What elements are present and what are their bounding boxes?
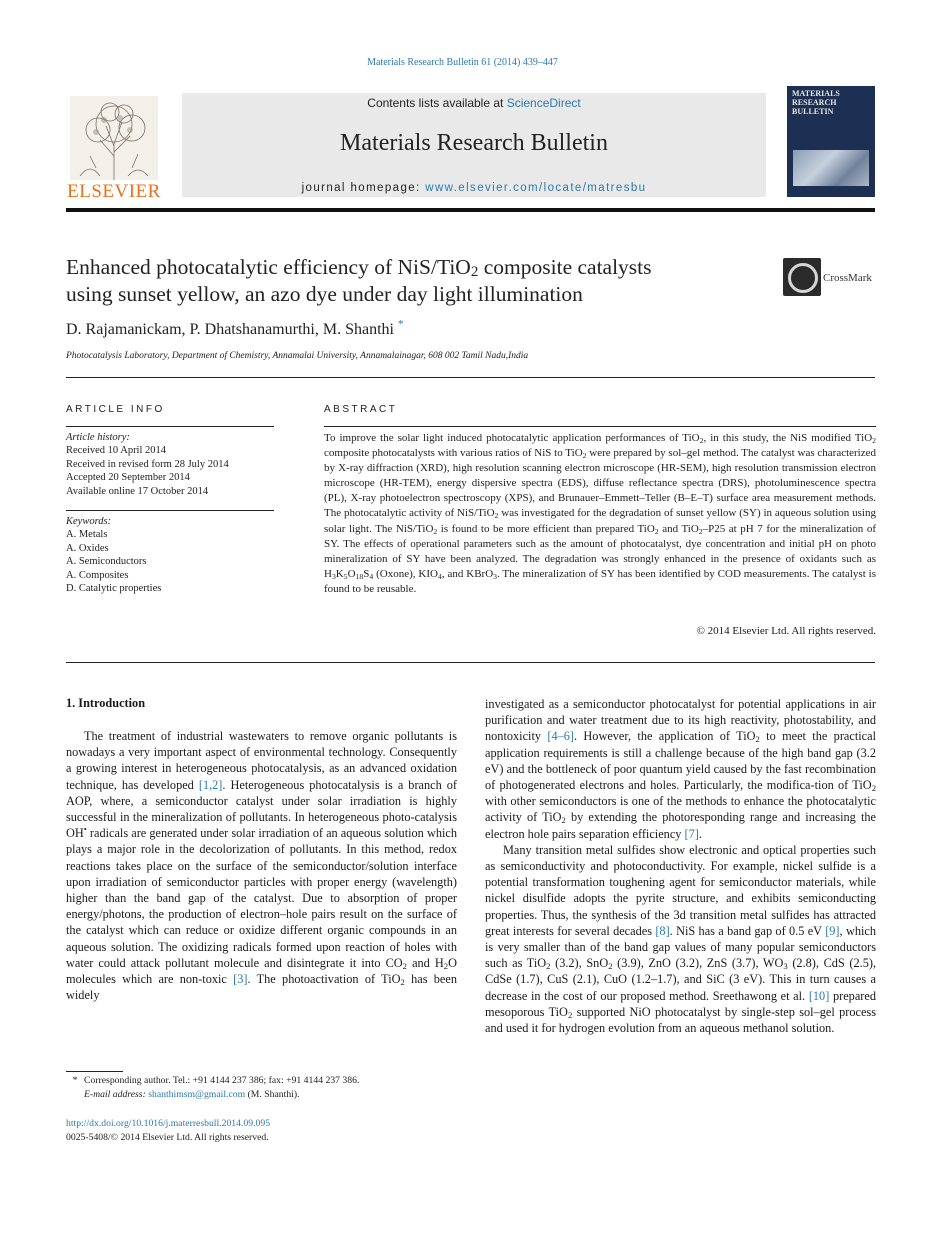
history-revised: Received in revised form 28 July 2014 bbox=[66, 458, 229, 470]
footnote-mark: * bbox=[72, 1075, 78, 1086]
article-info-rule bbox=[66, 426, 274, 427]
article-history bbox=[66, 431, 274, 498]
footnote bbox=[66, 1074, 466, 1101]
abstract-body: To improve the solar light induced photocatalytic application performances of TiO$_2$, in this study, the NiS modified TiO$_2$ composite photocatalysts with various ratios of NiS to TiO$_2$ were prepared by sol–gel method. The catalyst was characterized by X-ray diffraction (XRD), high resolution scanning electron microscope (HR-SEM), high resolution transmission electron microscope (HR-TEM), energy dispersive spectra (EDS), diffuse reflectance spectra (DRS), photoluminescence spectra (PL), X-ray photoelectron spectroscopy (XPS), and Brunauer–Emmett–Teller (B–E–T) surface area measurement methods. The photocatalytic activity of NiS/TiO$_2$ was investigated for the degradation of sunset yellow (SY) in aqueous solution using solar light. The NiS/TiO$_2$ is found to be more efficient than prepared TiO$_2$ and TiO$_2$–P25 at pH 7 for the mineralization of SY. The effects of operational parameters such as the amount of photocatalyst, dye concentration and initial pH on photo mineralization of SY have been analyzed. The degradation was strongly enhanced in the presence of oxidants such as $H_3K_5O_{18}S_4$ (Oxone), $KIO_4$, and KBrO$_3$. The mineralization of SY has been identified by COD measurements. The catalyst is found to be reusable. bbox=[324, 432, 877, 595]
keywords-label: Keywords: bbox=[66, 516, 112, 527]
contents-line bbox=[182, 96, 766, 110]
sciencedirect-link[interactable]: ScienceDirect bbox=[506, 96, 581, 110]
history-label: Article history: bbox=[66, 432, 130, 443]
ref-link[interactable]: [4–6] bbox=[547, 729, 574, 744]
elsevier-wordmark: ELSEVIER bbox=[67, 181, 161, 202]
journal-cover-image bbox=[793, 150, 869, 186]
keyword-item: A. Semiconductors bbox=[66, 556, 147, 568]
keyword-item: A. Composites bbox=[66, 569, 129, 581]
ref-link[interactable]: [9] bbox=[825, 923, 840, 938]
journal-name: Materials Research Bulletin bbox=[340, 130, 608, 156]
intro-right-column: investigated as a semiconductor photocatalyst for potential applications in air purification and water treatment due to its high reactivity, photostability, and nontoxicity [4–6]. However, the application of TiO$_2$ to meet the practical application requirements is still a challenge because of the high band gap (3.2 eV) and the bottleneck of poor quantum yield caused by the fast recombination of photogenerated electrons and holes. Particularly, the modifica-tion of TiO$_2$ with other semiconductors is one of the methods to enhance the photocatalytic activity of TiO$_2$ by extending the photoresponding range and increasing the electron hole pairs separation efficiency [7]. Many transition metal sulfides show electronic and optical properties such as semiconductivity and photoconductivity. For example, nickel sulfide is a potential transformation toughening agent for semiconductor materials, while nickel disulfide adopts the pyrite structure, and exhibits semiconducting properties. Thus, the synthesis of the 3d transition metal sulfides has attracted great interests for several decades [8]. NiS has a band gap of 0.5 eV [9], which is very smaller than of the band gap values of many popular semiconductors such as TiO$_2$ (3.2), SnO$_2$ (3.9), ZnO (3.2), ZnS (3.7), $WO_3$ (2.8), CdS (2.5), CdSe (1.7), CuS (2.1), CuO (1.2–1.7), and SiC (3 eV). This in turn causes a decrease in the cost of our proposed method. Sreethawong et al. [10] prepared mesoporous TiO$_2$ supported NiO photocatalyst by single-step sol–gel process and used it for hydrogen evolution from an aqueous methanol solution. bbox=[485, 697, 877, 1036]
crossmark-label[interactable]: CrossMark bbox=[823, 272, 872, 284]
abstract-copyright: © 2014 Elsevier Ltd. All rights reserved. bbox=[696, 625, 876, 637]
title-part-1: Enhanced photocatalytic efficiency of NiS/TiO bbox=[66, 255, 471, 279]
journal-homepage bbox=[182, 182, 766, 194]
ref-link[interactable]: [7] bbox=[684, 826, 699, 841]
abstract-rule bbox=[324, 426, 876, 427]
journal-cover-title: MATERIALS RESEARCH BULLETIN bbox=[792, 89, 840, 116]
title-block-rule bbox=[66, 377, 875, 378]
email-link[interactable]: shanthimsm@gmail.com bbox=[148, 1088, 246, 1100]
article-title bbox=[66, 254, 766, 308]
history-accepted: Accepted 20 September 2014 bbox=[66, 472, 190, 484]
email-suffix: (M. Shanthi). bbox=[245, 1088, 300, 1100]
journal-citation[interactable]: Materials Research Bulletin 61 (2014) 439–447 bbox=[367, 57, 558, 68]
article-info-heading: ARTICLE INFO bbox=[66, 404, 165, 415]
keyword-item: D. Catalytic properties bbox=[66, 583, 162, 595]
homepage-link[interactable]: www.elsevier.com/locate/matresbu bbox=[425, 182, 647, 194]
front-matter-rule bbox=[66, 662, 875, 663]
history-received: Received 10 April 2014 bbox=[66, 445, 167, 457]
doi-block bbox=[66, 1117, 466, 1144]
crossmark-ring-icon bbox=[788, 263, 818, 293]
title-line-2: using sunset yellow, an azo dye under day light illumination bbox=[66, 282, 583, 306]
doi-link[interactable]: http://dx.doi.org/10.1016/j.materresbull.2014.09.095 bbox=[66, 1118, 271, 1129]
ref-link[interactable]: [10] bbox=[808, 988, 830, 1003]
corresponding-author-note: Corresponding author. Tel.: +91 4144 237 386; fax: +91 4144 237 386. bbox=[84, 1075, 360, 1086]
title-part-2: composite catalysts bbox=[478, 255, 652, 279]
affiliation: Photocatalysis Laboratory, Department of Chemistry, Annamalai University, Annamalainagar, 608 002 Tamil Nadu,India bbox=[66, 351, 529, 361]
header-rule bbox=[66, 208, 875, 212]
issn-line: 0025-5408/© 2014 Elsevier Ltd. All rights reserved. bbox=[66, 1131, 269, 1143]
email-label: E-mail address: bbox=[84, 1088, 149, 1100]
abstract-heading: ABSTRACT bbox=[324, 404, 398, 415]
keywords bbox=[66, 515, 274, 595]
keyword-item: A. Metals bbox=[66, 529, 108, 541]
ref-link[interactable]: [8] bbox=[655, 923, 670, 938]
history-online: Available online 17 October 2014 bbox=[66, 485, 209, 497]
elsevier-tree-icon bbox=[70, 96, 158, 180]
ref-link[interactable]: [1,2] bbox=[198, 777, 223, 792]
footnote-rule bbox=[66, 1071, 123, 1072]
intro-left-column: The treatment of industrial wastewaters to remove organic pollutants is nowadays a very important aspect of environmental technology. Consequently a growing interest in heterogeneous photocatalysis, as an advanced oxidation technique, has developed [1,2]. Heterogeneous photocatalysis is a branch of AOP, where, a semiconductor catalyst under solar irradiation is highly successful in the mineralization of pollutants. In heterogeneous photo-catalysis OH• radicals are generated under solar irradiation of an aqueous solution which plays a major role in the decolorization of pollutants. In this method, redox reactions takes place on the surface of the semiconductor/solution interface upon irradiation of semiconductor particles with proper energy (wavelength) higher than the band gap of the catalyst. Due to absorption of proper energy/photons, the production of electron–hole pairs result on the surface of the catalyst which can reduce or oxidize different organic compounds in an aqueous solution. The oxidizing radicals formed upon reaction of holes with water could attack pollutant molecule and disintegrate it into $CO_2$ and $H_2O$ molecules which are non-toxic [3]. The photoactivation of TiO$_2$ has been widely bbox=[66, 729, 458, 1003]
keyword-item: A. Oxides bbox=[66, 542, 109, 554]
contents-prefix: Contents lists available at bbox=[367, 96, 507, 110]
ref-link[interactable]: [3] bbox=[233, 972, 248, 987]
author-list: D. Rajamanickam, P. Dhatshanamurthi, M. Shanthi bbox=[66, 321, 394, 338]
title-subscript: 2 bbox=[470, 264, 479, 280]
keywords-rule bbox=[66, 510, 274, 511]
introduction-heading: 1. Introduction bbox=[66, 696, 146, 710]
homepage-prefix: journal homepage: bbox=[301, 182, 426, 194]
corresponding-author-mark[interactable]: * bbox=[397, 318, 404, 331]
authors bbox=[66, 318, 404, 339]
